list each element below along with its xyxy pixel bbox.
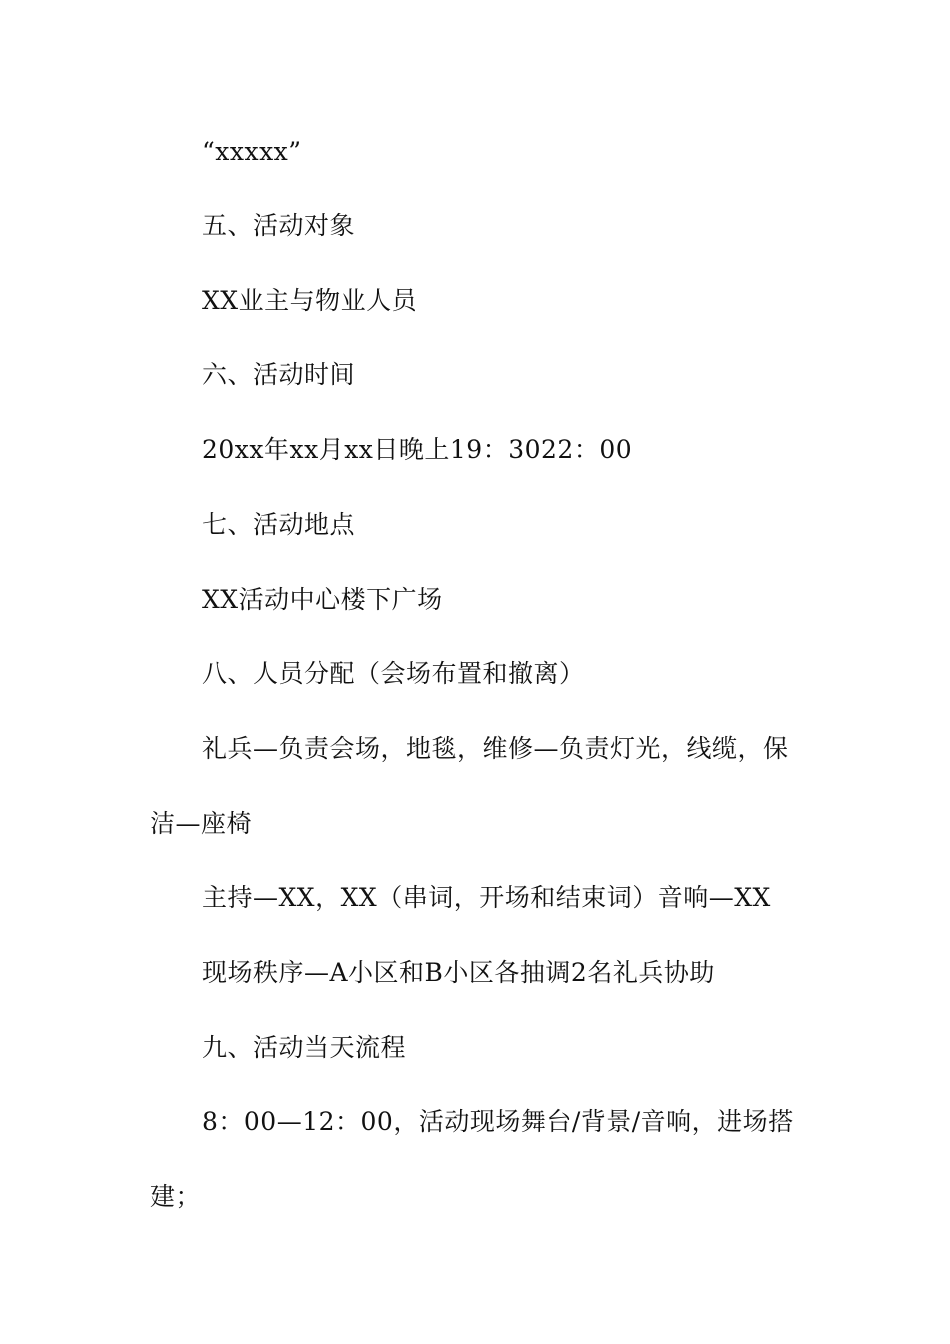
section-heading-activity-target: 五、活动对象 [202,211,356,240]
paragraph-activity-target: XX业主与物业人员 [202,286,418,315]
paragraph-host-and-audio: 主持—XX，XX（串词，开场和结束词）音响—XX [202,883,771,912]
paragraph-onsite-order: 现场秩序—A小区和B小区各抽调2名礼兵协助 [202,958,715,987]
section-heading-activity-location: 七、活动地点 [202,510,356,539]
section-heading-staff-allocation: 八、人员分配（会场布置和撤离） [202,659,585,688]
quoted-title: “xxxxx” [202,137,302,166]
paragraph-activity-time: 20xx年xx月xx日晚上19：3022：00 [202,435,633,464]
paragraph-schedule-line-2: 建； [150,1182,202,1211]
paragraph-activity-location: XX活动中心楼下广场 [202,585,443,614]
section-heading-activity-time: 六、活动时间 [202,360,356,389]
paragraph-staff-allocation-line-1: 礼兵—负责会场，地毯，维修—负责灯光，线缆，保 [202,734,789,763]
paragraph-schedule-line-1: 8：00—12：00，活动现场舞台/背景/音响，进场搭 [202,1107,794,1136]
paragraph-staff-allocation-line-2: 洁—座椅 [150,809,253,838]
section-heading-day-schedule: 九、活动当天流程 [202,1033,407,1062]
